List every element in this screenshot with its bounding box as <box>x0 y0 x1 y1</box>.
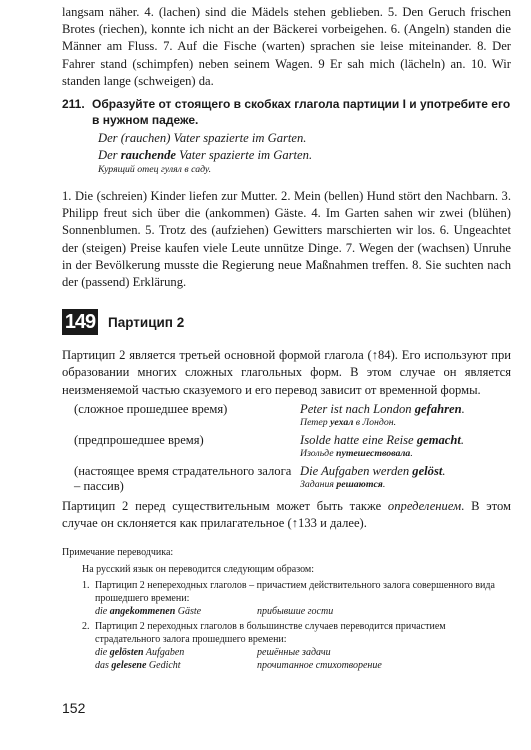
russian-translation <box>300 448 465 460</box>
translator-note <box>62 546 511 672</box>
exercise-instruction: Образуйте от стоящего в скобках глагола партиции I и употребите его в нужном падеже. <box>92 97 511 128</box>
after-text-middle: . В этом случае он склоняется как прилагательное ( <box>62 498 511 531</box>
spacer <box>62 176 511 188</box>
note-item <box>82 579 511 605</box>
note-intro: На русский язык он переводится следующим образом: <box>82 564 315 576</box>
term-definition: определением <box>387 498 462 513</box>
german-example <box>300 402 465 416</box>
after-text-start: Партицип 2 перед существительным может быть также <box>62 498 388 513</box>
german-phrase <box>95 605 257 618</box>
previous-exercise-ending: langsam näher. 4. (lachen) sind die Mädels stehen geblieben. 5. Den Geruch frischen Brotes (riechen), konnte ich nicht an der Bäckerei vorbeigehen. 6. (Angeln) standen die Männer am Fluss. 7. Auf die Fische (warten) sprachen sie leise miteinander. 8. Der Fahrer stand (schimpfen) neben seinem Wagen. 9 Er sah mich (lächeln) an. 10. Wir standen lange (schweigen) da. <box>62 5 511 88</box>
translation-pair <box>95 605 511 618</box>
reference-number: 133 <box>298 516 317 531</box>
german-participle: angekommenen <box>109 606 176 618</box>
german-noun: Gäste <box>175 606 202 618</box>
after-text-end: и далее). <box>316 516 367 531</box>
german-participle: gelösten <box>109 647 144 659</box>
form-label: (предпрошедшее время) <box>74 432 204 447</box>
russian-translation <box>300 479 465 491</box>
exercise-header <box>62 96 511 128</box>
example-answer-post: Vater spazierte im Garten. <box>176 147 313 162</box>
german-article: die <box>95 647 110 659</box>
german-text: Peter ist nach London <box>300 401 415 416</box>
page-number: 152 <box>62 700 86 716</box>
up-arrow-reference-icon: ↑ <box>371 348 378 363</box>
german-text-end: . <box>442 463 446 478</box>
russian-translation <box>300 417 465 429</box>
translation-pair <box>95 646 511 659</box>
note-item-text: Партицип 2 непереходных глаголов – причастием действительного залога совершенного вида прошедшего времени: <box>95 580 495 605</box>
russian-text-end: . <box>382 478 386 490</box>
form-row <box>74 464 465 498</box>
section-intro <box>62 347 511 399</box>
note-item <box>82 620 511 646</box>
note-item-text: Партицип 2 переходных глаголов в большинстве случаев переводится причастием страдательного залога прошедшего времени: <box>95 621 446 646</box>
german-phrase <box>95 659 257 672</box>
exercise-example <box>98 130 511 176</box>
german-text-end: . <box>461 401 465 416</box>
example-answer-line <box>98 147 511 164</box>
exercise-number: 211. <box>62 97 85 112</box>
german-participle: gemacht <box>416 432 461 447</box>
russian-verb: уехал <box>330 416 354 428</box>
russian-verb: решаются <box>336 478 383 490</box>
german-example <box>300 433 464 447</box>
russian-text: Петер <box>300 416 331 428</box>
russian-text: Задания <box>300 478 337 490</box>
form-label: (сложное прошедшее время) <box>74 401 228 416</box>
russian-text-end: . <box>410 447 413 459</box>
reference-number: 84 <box>378 348 391 363</box>
form-example <box>300 402 465 433</box>
example-translation: Курящий отец гулял в саду. <box>98 164 212 176</box>
form-row <box>74 433 465 464</box>
note-item-number: 2. <box>82 621 90 633</box>
german-text-end: . <box>460 432 465 447</box>
up-arrow-reference-icon: ↑ <box>291 516 299 531</box>
russian-phrase: прибывшие гости <box>257 606 334 618</box>
german-noun: Gedicht <box>146 660 181 672</box>
german-example <box>300 464 446 478</box>
form-label: (настоящее время страдательного залога – пассив) <box>74 463 292 493</box>
form-row <box>74 402 465 433</box>
example-answer-pre: Der <box>98 147 121 162</box>
german-participle: gelesene <box>111 660 147 672</box>
note-item-number: 1. <box>82 580 90 592</box>
german-participle: gelöst <box>412 463 443 478</box>
section-heading <box>62 309 511 335</box>
russian-phrase: прочитанное стихотворение <box>257 660 382 672</box>
intro-text-start: Партицип 2 является третьей основной формой глагола ( <box>62 348 372 363</box>
russian-text-end: в Лондон. <box>353 416 397 428</box>
participle-forms-table <box>74 402 465 498</box>
russian-verb: путешествовала <box>336 447 411 459</box>
intro-text-end: ). Его используют при образовании многих сложных глагольных форм. В этом случае он является неизменяемой частью сказуемого и его перевод зависит от временной формы. <box>62 348 511 397</box>
example-answer-participle: rauchende <box>120 147 177 162</box>
exercise-text: 1. Die (schreien) Kinder liefen zur Mutter. 2. Mein (bellen) Hund stört den Nachbarn. 3. Philipp freut sich über die (ankommen) Gäste. 4. Im Garten sahen wir zwei (blühen) Sonnenblumen. 5. Trotz des (aufziehen) Gewitters marschierten wir los. 6. Ungeachtet der (steigen) Preise kaufen viele Leute unnütze Dinge. 7. Wegen der (wachsen) Unruhe in der Bevölkerung musste die Regierung neue Maßnahmen treffen. 8. Sie suchten nach der (passend) Erklärung. <box>62 189 511 290</box>
form-example <box>300 433 465 464</box>
german-text: Isolde hatte eine Reise <box>300 432 417 447</box>
form-example <box>300 464 465 498</box>
note-heading: Примечание переводчика: <box>62 547 174 559</box>
section-number-badge: 149 <box>62 309 98 335</box>
example-task-line: Der (rauchen) Vater spazierte im Garten. <box>98 131 307 146</box>
translation-pair <box>95 659 511 672</box>
section-title: Партицип 2 <box>108 314 185 330</box>
german-article: die <box>95 606 110 618</box>
russian-phrase: решённые задачи <box>257 647 331 659</box>
german-noun: Aufgaben <box>143 647 185 659</box>
german-participle: gefahren <box>414 401 462 416</box>
note-items <box>62 579 511 672</box>
german-phrase <box>95 646 257 659</box>
section-after-text <box>62 498 511 532</box>
german-article: das <box>95 660 112 672</box>
german-text: Die Aufgaben werden <box>300 463 413 478</box>
russian-text: Изольде <box>300 447 337 459</box>
